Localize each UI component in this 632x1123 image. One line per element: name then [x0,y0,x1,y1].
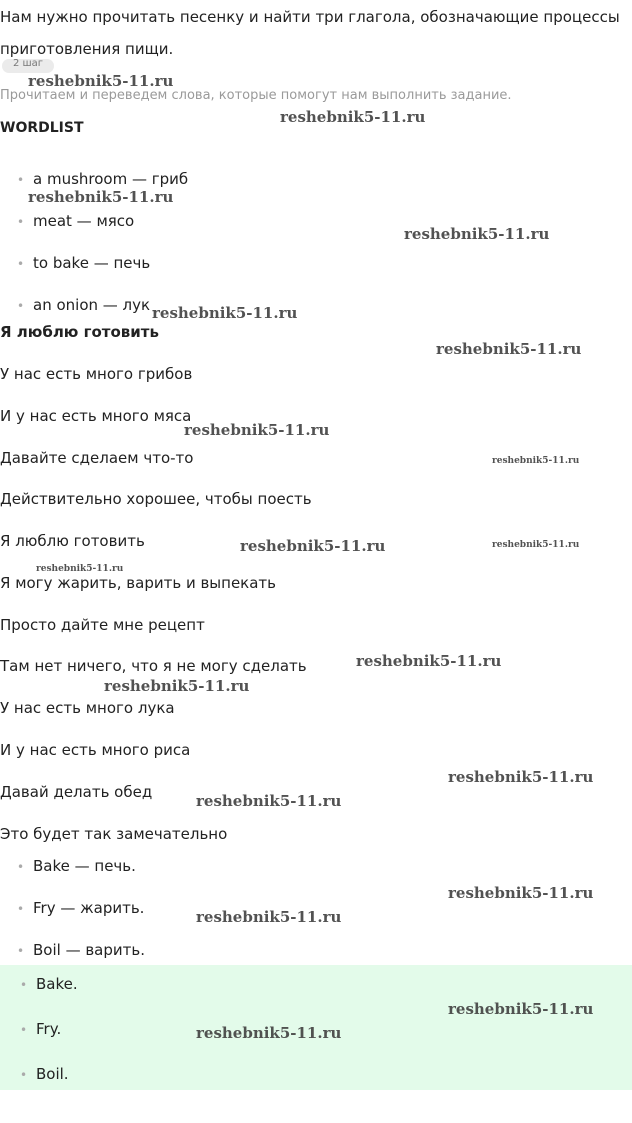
song-line: Просто дайте мне рецепт [0,616,205,634]
verb-item: • Bake — печь. [17,857,136,875]
wordlist-item: • to bake — печь [17,254,151,272]
bullet-icon: • [17,299,25,313]
bullet-icon: • [17,902,25,916]
answer-item: • Bake. [20,975,78,993]
bullet-icon: • [20,1068,28,1082]
watermark: reshebnik5-11.ru [492,456,580,466]
watermark: reshebnik5-11.ru [448,884,594,902]
watermark: reshebnik5-11.ru [184,421,330,439]
song-line: У нас есть много лука [0,699,175,717]
bullet-icon: • [17,860,25,874]
song-line: И у нас есть много риса [0,741,191,759]
bullet-icon: • [17,257,25,271]
watermark: reshebnik5-11.ru [280,108,426,126]
bullet-icon: • [20,1023,28,1037]
watermark: reshebnik5-11.ru [152,304,298,322]
answer-item: • Boil. [20,1065,69,1083]
song-line: У нас есть много грибов [0,365,193,383]
wordlist-item: • an onion — лук [17,296,151,314]
watermark: reshebnik5-11.ru [28,72,174,90]
song-line: Давай делать обед [0,783,153,801]
song-line: Я люблю готовить [0,323,159,341]
wordlist-title: WORDLIST [0,120,84,136]
step-2-text: Прочитаем и переведем слова, которые помогут нам выполнить задание. [0,88,512,103]
watermark: reshebnik5-11.ru [492,540,580,550]
song-line: Давайте сделаем что-то [0,449,194,467]
watermark: reshebnik5-11.ru [404,225,550,243]
watermark: reshebnik5-11.ru [104,677,250,695]
song-line: Я люблю готовить [0,532,145,550]
watermark: reshebnik5-11.ru [196,792,342,810]
verb-item: • Fry — жарить. [17,899,145,917]
song-line: И у нас есть много мяса [0,407,192,425]
song-line: Это будет так замечательно [0,825,228,843]
watermark: reshebnik5-11.ru [196,1024,342,1042]
bullet-icon: • [17,173,25,187]
song-line: Там нет ничего, что я не могу сделать [0,657,307,675]
watermark: reshebnik5-11.ru [356,652,502,670]
wordlist-item: • meat — мясо [17,212,135,230]
verb-item: • Boil — варить. [17,941,145,959]
bullet-icon: • [20,978,28,992]
task-intro-line-1: Нам нужно прочитать песенку и найти три глагола, обозначающие процессы [0,8,620,26]
step-badge: 2 шаг [2,59,54,73]
task-intro-line-2: приготовления пищи. [0,40,174,58]
song-line: Я могу жарить, варить и выпекать [0,574,277,592]
bullet-icon: • [17,215,25,229]
answer-item: • Fry. [20,1020,62,1038]
watermark: reshebnik5-11.ru [28,188,174,206]
bullet-icon: • [17,944,25,958]
watermark: reshebnik5-11.ru [196,908,342,926]
watermark: reshebnik5-11.ru [448,768,594,786]
song-line: Действительно хорошее, чтобы поесть [0,490,312,508]
watermark: reshebnik5-11.ru [36,564,124,574]
wordlist-item: • a mushroom — гриб [17,170,189,188]
watermark: reshebnik5-11.ru [240,537,386,555]
watermark: reshebnik5-11.ru [448,1000,594,1018]
watermark: reshebnik5-11.ru [436,340,582,358]
